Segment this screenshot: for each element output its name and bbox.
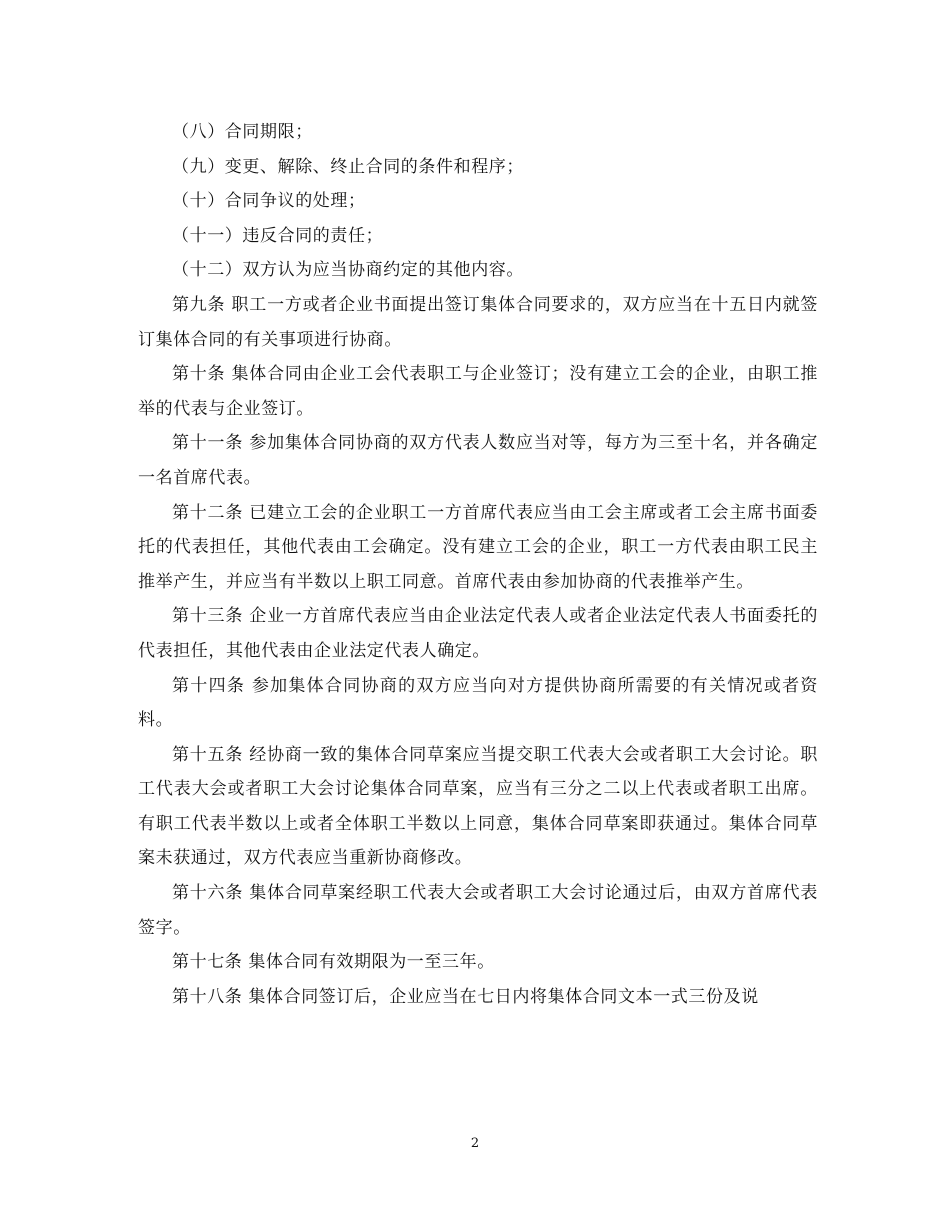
article-15: 第十五条 经协商一致的集体合同草案应当提交职工代表大会或者职工大会讨论。职工代表大会或者职工大会讨论集体合同草案，应当有三分之二以上代表或者职工出席。有职工代表半数以上或者全体职工半数以上同意，集体合同草案即获通过。集体合同草案未获通过，双方代表应当重新协商修改。 <box>138 744 818 869</box>
paragraph-item-9: （九）变更、解除、终止合同的条件和程序； <box>172 156 524 177</box>
paragraph-item-11: （十一）违反合同的责任； <box>172 225 384 246</box>
document-body <box>138 115 818 1014</box>
article-16: 第十六条 集体合同草案经职工代表大会或者职工大会讨论通过后，由双方首席代表签字。 <box>138 883 818 938</box>
article-9: 第九条 职工一方或者企业书面提出签订集体合同要求的，双方应当在十五日内就签订集体合同的有关事项进行协商。 <box>138 294 818 350</box>
article-10: 第十条 集体合同由企业工会代表职工与企业签订；没有建立工会的企业，由职工推举的代表与企业签订。 <box>138 364 818 419</box>
paragraph-item-12: （十二）双方认为应当协商约定的其他内容。 <box>172 260 524 281</box>
paragraph-item-10: （十）合同争议的处理； <box>172 191 366 212</box>
article-11: 第十一条 参加集体合同协商的双方代表人数应当对等，每方为三至十名，并各确定一名首席代表。 <box>138 433 818 488</box>
article-14: 第十四条 参加集体合同协商的双方应当向对方提供协商所需要的有关情况或者资料。 <box>138 675 818 731</box>
article-18: 第十八条 集体合同签订后，企业应当在七日内将集体合同文本一式三份及说 <box>172 986 759 1007</box>
page-number: 2 <box>470 1136 480 1151</box>
article-13: 第十三条 企业一方首席代表应当由企业法定代表人或者企业法定代表人书面委托的代表担任，其他代表由企业法定代表人确定。 <box>138 606 818 661</box>
article-12: 第十二条 已建立工会的企业职工一方首席代表应当由工会主席或者工会主席书面委托的代表担任，其他代表由工会确定。没有建立工会的企业，职工一方代表由职工民主推举产生，并应当有半数以上职工同意。首席代表由参加协商的代表推举产生。 <box>138 502 818 592</box>
article-17: 第十七条 集体合同有效期限为一至三年。 <box>172 952 495 973</box>
paragraph-item-8: （八）合同期限； <box>172 122 313 142</box>
